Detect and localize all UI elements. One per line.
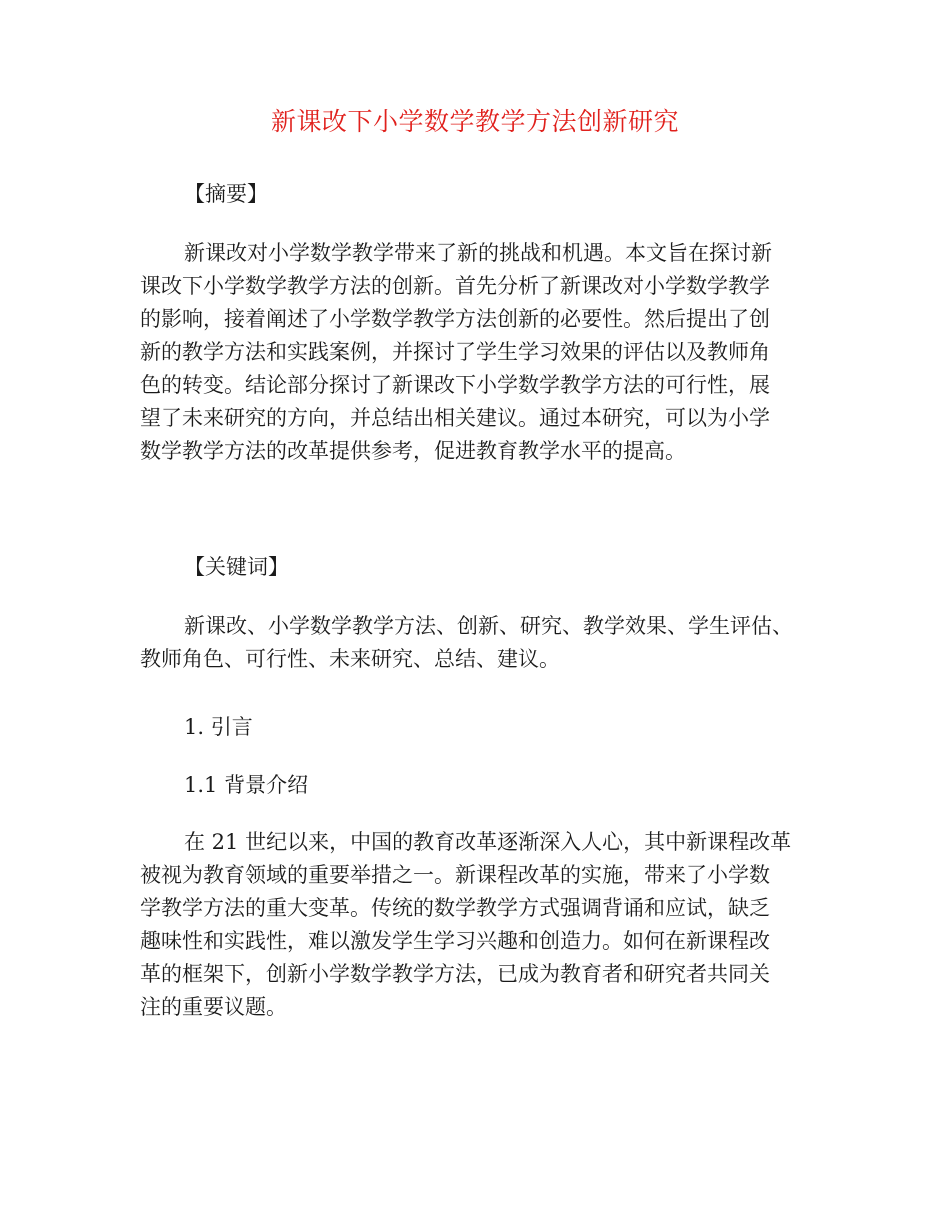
- background-line: 革的框架下，创新小学数学教学方法，已成为教育者和研究者共同关: [140, 962, 770, 986]
- document-title: 新课改下小学数学教学方法创新研究: [270, 107, 679, 136]
- keywords-paragraph: [0, 610, 950, 676]
- keywords-line: 教师角色、可行性、未来研究、总结、建议。: [140, 647, 560, 671]
- background-line: 注的重要议题。: [140, 995, 287, 1019]
- background-paragraph: [0, 826, 950, 1024]
- keywords-line: 新课改、小学数学教学方法、创新、研究、教学效果、学生评估、: [184, 614, 793, 638]
- keywords-heading-text: 【关键词】: [184, 555, 289, 579]
- abstract-line: 新的教学方法和实践案例，并探讨了学生学习效果的评估以及教师角: [140, 340, 770, 364]
- abstract-line: 的影响，接着阐述了小学数学教学方法创新的必要性。然后提出了创: [140, 307, 770, 331]
- subsection-heading-text: 1.1 背景介绍: [184, 773, 309, 797]
- background-line: 学教学方法的重大变革。传统的数学教学方式强调背诵和应试，缺乏: [140, 896, 770, 920]
- abstract-paragraph: [0, 237, 950, 468]
- section-heading-introduction: [184, 711, 253, 744]
- background-line: 在 21 世纪以来，中国的教育改革逐渐深入人心，其中新课程改革: [184, 830, 792, 854]
- keywords-heading: [184, 551, 289, 584]
- abstract-line: 色的转变。结论部分探讨了新课改下小学数学教学方法的可行性，展: [140, 373, 770, 397]
- subsection-heading-background: [184, 769, 308, 802]
- abstract-heading: [184, 178, 268, 211]
- abstract-line: 新课改对小学数学教学带来了新的挑战和机遇。本文旨在探讨新: [184, 241, 772, 265]
- background-line: 被视为教育领域的重要举措之一。新课程改革的实施，带来了小学数: [140, 863, 770, 887]
- abstract-line: 望了未来研究的方向，并总结出相关建议。通过本研究，可以为小学: [140, 406, 770, 430]
- abstract-line: 数学教学方法的改革提供参考，促进教育教学水平的提高。: [140, 439, 686, 463]
- abstract-line: 课改下小学数学教学方法的创新。首先分析了新课改对小学数学教学: [140, 274, 770, 298]
- background-line: 趣味性和实践性，难以激发学生学习兴趣和创造力。如何在新课程改: [140, 929, 770, 953]
- section-heading-text: 1. 引言: [184, 715, 253, 739]
- abstract-heading-text: 【摘要】: [184, 182, 268, 206]
